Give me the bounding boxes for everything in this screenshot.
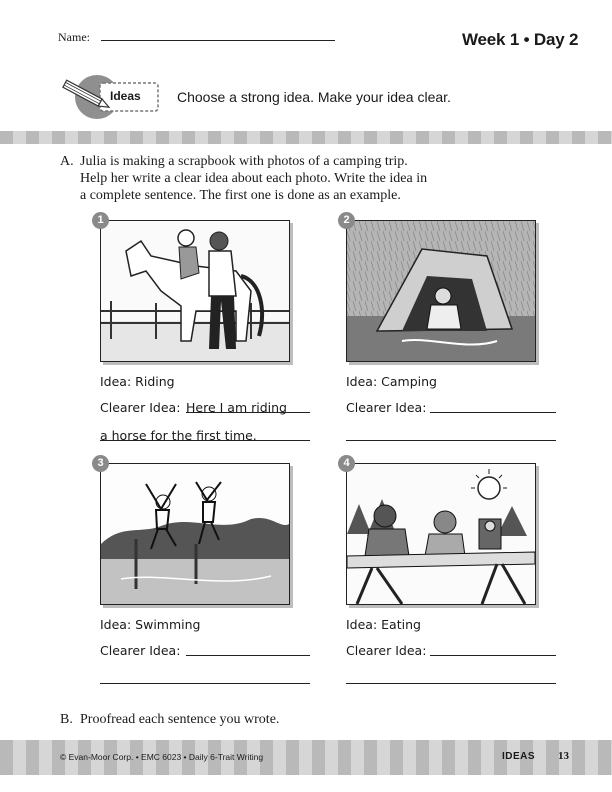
panel-1-answer-line-1: Here I am riding: [186, 400, 287, 415]
panel-2-number: 2: [338, 212, 355, 229]
panel-4-number: 4: [338, 455, 355, 472]
panel-2-idea: Idea: Camping: [346, 374, 437, 389]
section-a-line-1: Julia is making a scrapbook with photos of a camping trip.: [80, 154, 408, 169]
panel-2-answer-field-2[interactable]: [346, 440, 556, 441]
photo-eating: [346, 463, 536, 605]
name-field[interactable]: [101, 40, 335, 41]
tent-rain-illustration: [347, 221, 535, 361]
top-stripe-band: [0, 131, 612, 144]
section-a-line-3: a complete sentence. The first one is done as an example.: [80, 188, 401, 203]
footer-section: IDEAS: [502, 751, 536, 762]
section-b-text: Proofread each sentence you wrote.: [80, 712, 280, 727]
panel-1-answer-rule-1: [186, 412, 310, 413]
panel-3-number: 3: [92, 455, 109, 472]
photo-swimming: [100, 463, 290, 605]
photo-riding: [100, 220, 290, 362]
panel-3-answer-field-1[interactable]: [186, 655, 310, 656]
banner-instruction: Choose a strong idea. Make your idea clear.: [177, 89, 451, 105]
panel-4-answer-field-2[interactable]: [346, 683, 556, 684]
picnic-illustration: [347, 464, 535, 604]
panel-4-clearer-label: Clearer Idea:: [346, 643, 427, 658]
panel-1-idea: Idea: Riding: [100, 374, 175, 389]
panel-3-answer-field-2[interactable]: [100, 683, 310, 684]
ideas-badge: [60, 74, 162, 120]
name-label: Name:: [58, 30, 90, 44]
panel-4-idea: Idea: Eating: [346, 617, 421, 632]
section-a-line-2: Help her write a clear idea about each photo. Write the idea in: [80, 171, 428, 186]
panel-1-answer-rule-2: [100, 440, 310, 441]
panel-2-clearer-label: Clearer Idea:: [346, 400, 427, 415]
panel-1-clearer-label: Clearer Idea:: [100, 400, 181, 415]
panel-2-answer-field-1[interactable]: [430, 412, 556, 413]
photo-camping: [346, 220, 536, 362]
panel-4-answer-field-1[interactable]: [430, 655, 556, 656]
panel-3-clearer-label: Clearer Idea:: [100, 643, 181, 658]
swimming-illustration: [101, 464, 289, 604]
section-a-letter: A.: [60, 154, 74, 169]
section-b-letter: B.: [60, 712, 73, 727]
horse-riding-illustration: [101, 221, 289, 361]
panel-1-answer-line-2: a horse for the first time.: [100, 428, 257, 443]
panel-1-number: 1: [92, 212, 109, 229]
week-day-heading: Week 1 • Day 2: [462, 30, 579, 49]
page-number: 13: [558, 750, 569, 762]
ideas-badge-label: Ideas: [110, 89, 141, 103]
panel-3-idea: Idea: Swimming: [100, 617, 201, 632]
footer-credit: © Evan-Moor Corp. • EMC 6023 • Daily 6-Trait Writing: [60, 752, 264, 762]
